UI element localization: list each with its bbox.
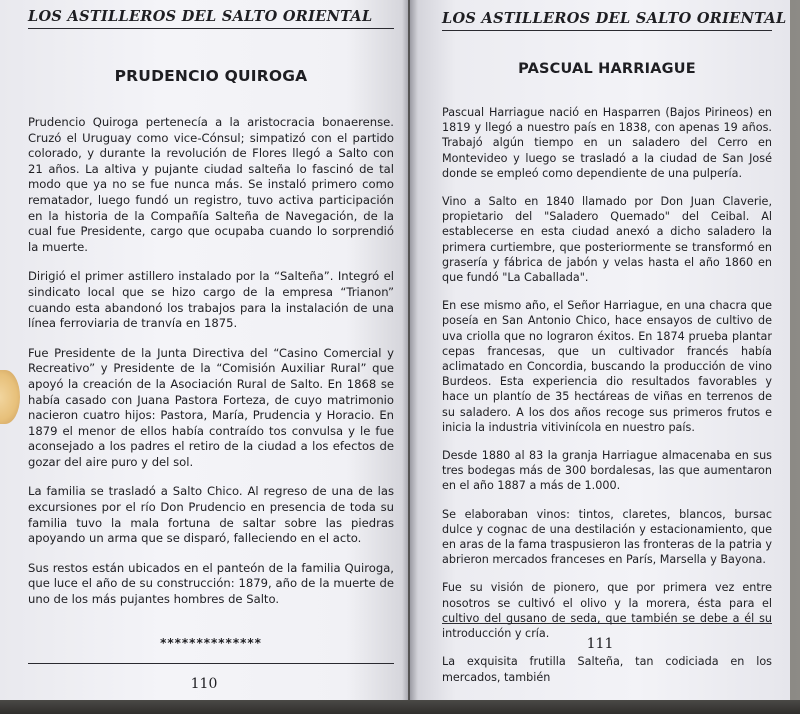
footer-rule-left bbox=[28, 663, 394, 664]
paragraph: Fue Presidente de la Junta Directiva del “Casino Comercial y Recreativo” y Presidente de la “Comisión Auxiliar Rural” que apoyó la creación de la Asociación Rural de Salto. En 1868 se había casado con Juana Pastora Forteza, de cuyo matrimonio nacieron cuatro hijos: Pastora, María, Prudencia y Horacio. En 1879 el menor de ellos había contraído tos convulsa y le fue aconsejado a los padres el retiro de la ciudad a los efectos de gozar del aire puro y del sol. bbox=[28, 345, 394, 469]
paragraph: La exquisita frutilla Salteña, tan codiciada en los mercados, también bbox=[442, 655, 772, 684]
header-rule-left bbox=[28, 28, 394, 29]
chapter-title-right: PASCUAL HARRIAGUE bbox=[518, 61, 696, 77]
paragraph: La familia se trasladó a Salto Chico. Al regreso de una de las excursiones por el río Don Prudencio en presencia de toda su familia tuvo la mala fortuna de saltar sobre las piedras apoyando un arma que se disparó, falleciendo en el acto. bbox=[28, 484, 394, 546]
chapter-title-left: PRUDENCIO QUIROGA bbox=[114, 67, 308, 85]
paragraph: Dirigió el primer astillero instalado por la “Salteña”. Integró el sindicato local que se hizo cargo de la empresa “Trianon” cuando esta abandonó los trabajos para la instalación de una línea ferroviaria de tranvía en 1875. bbox=[28, 269, 394, 331]
page-number-left: 110 bbox=[190, 676, 218, 692]
paragraph: Se elaboraban vinos: tintos, claretes, blancos, bursac dulce y cognac de una destilación y estacionamiento, que en aras de la fama traspusieron las fronteras de la patria y abrieron mercados franceses en París, Marsella y Bayona. bbox=[442, 507, 772, 567]
paragraph: Fue su visión de pionero, que por primera vez entre nosotros se cultivó el olivo y la morera, ésta para el cultivo del gusano de seda, que también se debe a él su introducción y cría. bbox=[442, 581, 772, 641]
section-separator: ************** bbox=[160, 635, 262, 650]
table-edge bbox=[0, 700, 800, 714]
running-head-left: LOS ASTILLEROS DEL SALTO ORIENTAL bbox=[28, 8, 373, 25]
paragraph: Desde 1880 al 83 la granja Harriague almacenaba en sus tres bodegas más de 300 bordalesas, las que aumentaron en el año 1887 a más de 1.000. bbox=[442, 449, 772, 493]
page-number-right: 111 bbox=[586, 636, 614, 652]
paragraph: Vino a Salto en 1840 llamado por Don Juan Claverie, propietario del "Saladero Quemado" del Ceibal. Al establecerse en esta ciudad anexó a dicho saladero la primera curtiembre, que posteriormente se transformó en grasería y fábrica de jabón y velas hasta el año 1860 en que fundó "La Caballada". bbox=[442, 195, 772, 285]
right-page bbox=[410, 0, 790, 714]
thumb-holding-book bbox=[0, 370, 20, 424]
header-rule-right bbox=[442, 30, 772, 31]
footer-rule-right bbox=[442, 623, 772, 624]
paragraph: Pascual Harriague nació en Hasparren (Bajos Pirineos) en 1819 y llegó a nuestro país en 1838, con apenas 19 años. Trabajó algún tiempo en un saladero del Cerro en Montevideo y luego se trasladó a la ciudad de San José donde se empleó como dependiente de una pulpería. bbox=[442, 106, 772, 180]
paragraph: En ese mismo año, el Señor Harriague, en una chacra que poseía en San Antonio Chico, hace ensayos de cultivo de uva criolla que no lograron éxitos. En 1874 prueba plantar cepas francesas, que un cultivador francés había aclimatado en Concordia, buscando la producción de vino Burdeos. Esta experiencia dio resultados favorables y hace un plantío de 35 hectáreas de viñas en terrenos de su saladero. A los dos años recoge sus primeros frutos e inicia la industria vitivinícola en nuestro país. bbox=[442, 299, 772, 434]
running-head-right: LOS ASTILLEROS DEL SALTO ORIENTAL bbox=[442, 10, 787, 27]
paragraph: Sus restos están ubicados en el panteón de la familia Quiroga, que luce el año de su construcción: 1879, año de la muerte de uno de los más pujantes hombres de Salto. bbox=[28, 560, 394, 607]
paragraph: Prudencio Quiroga pertenecía a la aristocracia bonaerense. Cruzó el Uruguay como vice-Cónsul; simpatizó con el partido colorado, y durante la revolución de Flores llegó a Salto con 21 años. La altiva y pujante ciudad salteña lo fascinó de tal modo que ya no se fue nunca más. Se instaló primero como rematador, luego fundó un registro, tuvo activa participación en la historia de la Compañía Salteña de Navegación, de la cual fue Presidente, cargo que ocupaba cuando lo sorprendió la muerte. bbox=[28, 115, 394, 254]
